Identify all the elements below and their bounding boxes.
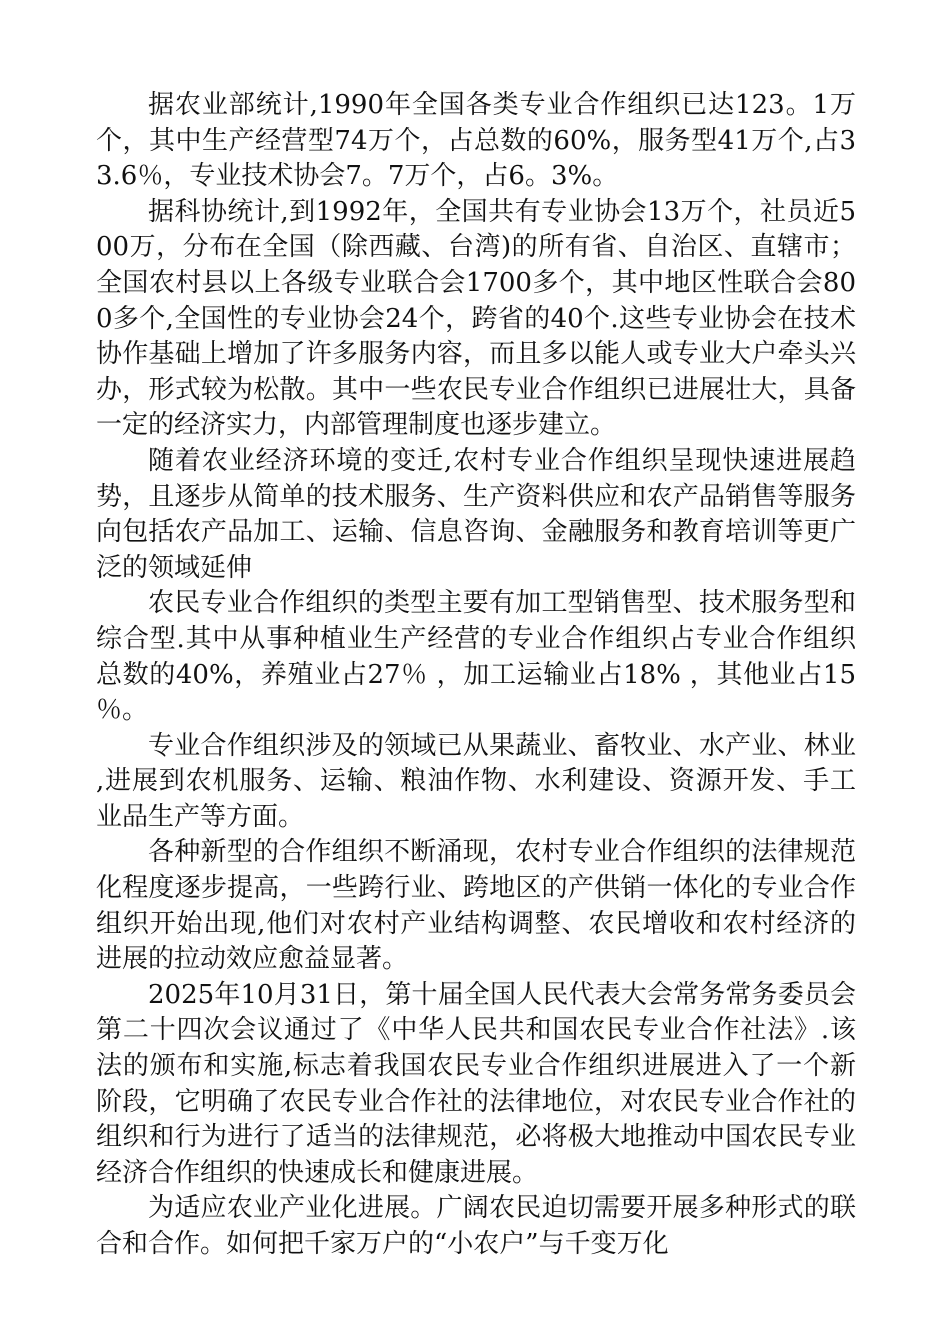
paragraph-new-organizations: 各种新型的合作组织不断涌现，农村专业合作组织的法律规范化程度逐步提高，一些跨行业、跨地区的产供销一体化的专业合作组织开始出现,他们对农村产业结构调整、农民增收和农村经济的进展的拉动效应愈益显著。	[96, 837, 856, 975]
paragraph-statistics-1990: 据农业部统计,1990年全国各类专业合作组织已达123。1万个，其中生产经营型74万个，占总数的60%，服务型41万个,占33.6％，专业技术协会7。7万个，占6。3%。	[96, 90, 856, 192]
paragraph-development-trend: 随着农业经济环境的变迁,农村专业合作组织呈现快速进展趋势，且逐步从简单的技术服务、生产资料供应和农产品销售等服务向包括农产品加工、运输、信息咨询、金融服务和教育培训等更广泛的领域延伸	[96, 445, 856, 583]
document-body	[96, 88, 856, 1263]
paragraph-fields: 专业合作组织涉及的领域已从果蔬业、畜牧业、水产业、林业,进展到农机服务、运输、粮油作物、水利建设、资源开发、手工业品生产等方面。	[96, 730, 856, 832]
paragraph-organization-types: 农民专业合作组织的类型主要有加工型销售型、技术服务型和综合型.其中从事种植业生产经营的专业合作组织占专业合作组织总数的40%，养殖业占27％ ，加工运输业占18% ，其他业占15％。	[96, 588, 856, 726]
paragraph-cooperative-law: 2025年10月31日，第十届全国人民代表大会常务常务委员会第二十四次会议通过了《中华人民共和国农民专业合作社法》.该法的颁布和实施,标志着我国农民专业合作组织进展进入了一个新阶段，它明确了农民专业合作社的法律地位，对农民专业合作社的组织和行为进行了适当的法律规范，必将极大地推动中国农民专业经济合作组织的快速成长和健康进展。	[96, 979, 856, 1188]
paragraph-statistics-1992: 据科协统计,到1992年，全国共有专业协会13万个，社员近500万，分布在全国（除西藏、台湾)的所有省、自治区、直辖市；全国农村县以上各级专业联合会1700多个，其中地区性联合会800多个,全国性的专业协会24个，跨省的40个.这些专业协会在技术协作基础上增加了许多服务内容，而且多以能人或专业大户牵头兴办，形式较为松散。其中一些农民专业合作组织已进展壮大，具备一定的经济实力，内部管理制度也逐步建立。	[96, 196, 856, 441]
paragraph-industrialization: 为适应农业产业化进展。广阔农民迫切需要开展多种形式的联合和合作。如何把千家万户的“小农户”与千变万化	[96, 1193, 856, 1259]
